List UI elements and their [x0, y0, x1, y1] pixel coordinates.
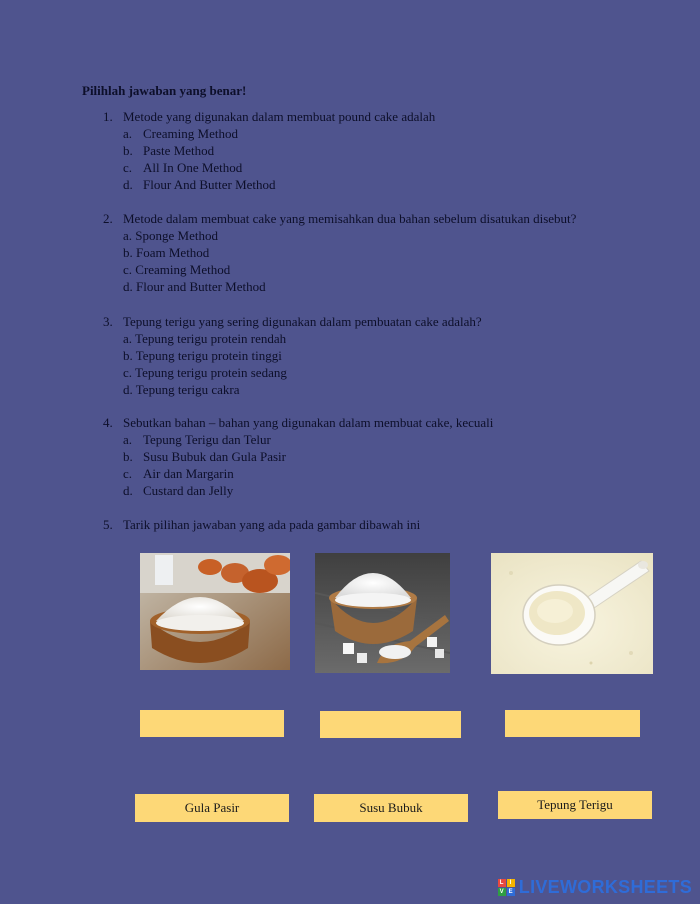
milk-powder-photo [491, 553, 653, 674]
option-2d[interactable]: d. Flour and Butter Method [123, 279, 266, 294]
question-text: Metode dalam membuat cake yang memisahkan dua bahan sebelum disatukan disebut? [123, 211, 577, 226]
question-4 [103, 414, 493, 499]
option-3d[interactable]: d. Tepung terigu cakra [123, 382, 240, 397]
option-1c[interactable]: c. All In One Method [123, 160, 243, 175]
sugar-bowl-photo [315, 553, 450, 673]
question-5 [103, 516, 420, 533]
question-number: 3. [103, 314, 113, 329]
brand-name: LIVEWORKSHEETS [518, 877, 692, 897]
question-text: Sebutkan bahan – bahan yang digunakan dalam membuat cake, kecuali [123, 415, 494, 430]
answer-chip-tepung-terigu[interactable]: Tepung Terigu [498, 791, 652, 819]
option-3a[interactable]: a. Tepung terigu protein rendah [123, 331, 287, 346]
question-1 [103, 108, 435, 193]
option-1b[interactable]: b. Paste Method [123, 143, 215, 158]
question-3 [103, 313, 482, 398]
question-text: Tepung terigu yang sering digunakan dalam pembuatan cake adalah? [123, 314, 482, 329]
drop-zone-2[interactable] [320, 711, 461, 738]
option-1a[interactable]: a. Creaming Method [123, 126, 238, 141]
drop-zone-3[interactable] [505, 710, 640, 737]
option-4b[interactable]: b. Susu Bubuk dan Gula Pasir [123, 449, 286, 464]
instruction-title: Pilihlah jawaban yang benar! [82, 83, 247, 98]
question-number: 5. [103, 517, 113, 532]
question-text: Tarik pilihan jawaban yang ada pada gambar dibawah ini [123, 517, 421, 532]
answer-chip-susu-bubuk[interactable]: Susu Bubuk [314, 794, 468, 822]
question-number: 4. [103, 415, 113, 430]
option-4d[interactable]: d. Custard dan Jelly [123, 483, 234, 498]
flour-bowl-photo [140, 553, 290, 670]
question-number: 1. [103, 109, 113, 124]
option-2a[interactable]: a. Sponge Method [123, 228, 218, 243]
question-number: 2. [103, 211, 113, 226]
option-3c[interactable]: c. Tepung terigu protein sedang [123, 365, 287, 380]
option-3b[interactable]: b. Tepung terigu protein tinggi [123, 348, 282, 363]
option-2b[interactable]: b. Foam Method [123, 245, 210, 260]
liveworksheets-brand [498, 877, 692, 898]
drop-zone-1[interactable] [140, 710, 284, 737]
liveworksheets-logo-icon: L I V E [499, 880, 513, 895]
option-2c[interactable]: c. Creaming Method [123, 262, 231, 277]
option-4c[interactable]: c. Air dan Margarin [123, 466, 234, 481]
question-2 [103, 210, 576, 295]
option-4a[interactable]: a. Tepung Terigu dan Telur [123, 432, 271, 447]
option-1d[interactable]: d. Flour And Butter Method [123, 177, 276, 192]
answer-chip-gula-pasir[interactable]: Gula Pasir [135, 794, 289, 822]
question-text: Metode yang digunakan dalam membuat pound cake adalah [123, 109, 436, 124]
